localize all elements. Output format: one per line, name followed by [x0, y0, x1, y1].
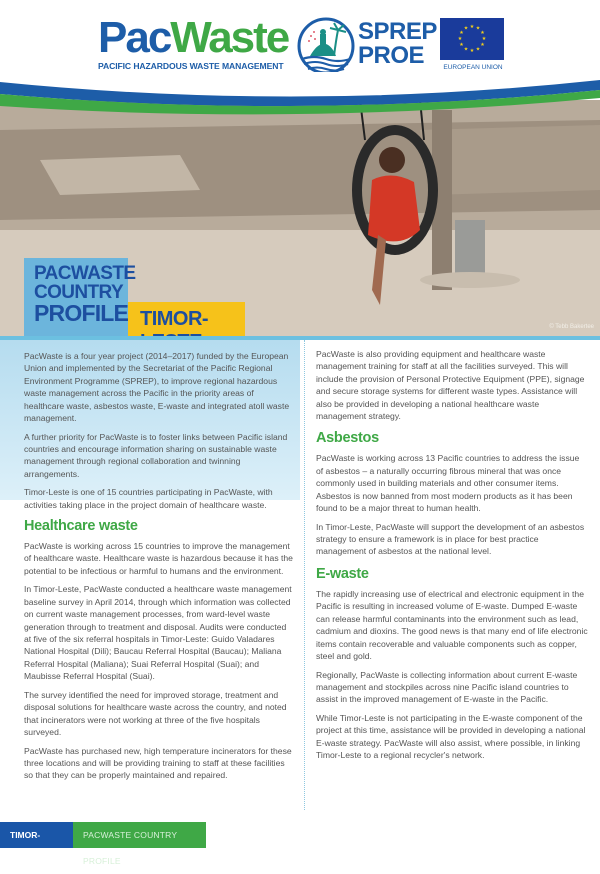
svg-text:★: ★ — [463, 25, 469, 32]
title-line-1: PACWASTE — [34, 263, 136, 284]
svg-text:★: ★ — [480, 30, 485, 36]
asbestos-heading: Asbestos — [316, 430, 379, 447]
healthcare-paragraph: In Timor-Leste, PacWaste conducted a healthcare waste management baseline survey in April 2014, through which information was collected on current waste management processes, from ward-level waste generation through to treatment and disposal. Audits were conducted at five of the six referral hospitals in Timor-Leste: Guido Valadares National Hospital (Dili); Baucau Referral Hospital (Baucau); Maliana Referral Hospital (Maliana); Suai Referral Hospital (Suai); and Maubisse Referral Hospital (Suai). — [24, 584, 292, 682]
intro-text — [24, 350, 292, 517]
intro-paragraph: A further priority for PacWaste is to foster links between Pacific island countries and encourage information sharing on sustainable waste management through regional collaboration and twinning arrangements. — [24, 431, 288, 479]
country-name: TIMOR- — [140, 308, 209, 330]
right-column — [316, 348, 588, 768]
svg-text:★: ★ — [469, 24, 475, 30]
healthcare-paragraph: PacWaste has purchased new, high temperature incinerators for these three locations and will be providing training to staff at these facilities so that they can be properly maintained and repaired. — [24, 745, 292, 781]
eu-logo — [440, 18, 506, 78]
ewaste-paragraph: Regionally, PacWaste is collecting information about current E-waste management and stockpiles across nine Pacific island countries to assist in the improved management of E-waste in the Pacific. — [316, 669, 578, 705]
title-line-2: COUNTRY — [34, 282, 124, 303]
photo-credit: © Tebb Bakertee — [549, 324, 594, 330]
logo-waste: Waste — [170, 13, 289, 62]
healthcare-paragraph: PacWaste is working across 15 countries to improve the management of healthcare waste. Healthcare waste is hazardous because it has the potential to be infectious or harmful to humans and the environment. — [24, 541, 293, 576]
header-swoosh-band — [0, 72, 600, 122]
country-name-box — [128, 302, 245, 336]
healthcare-paragraph: The survey identified the need for improved storage, treatment and disposal solutions for healthcare waste across the country, and noted that incinerators were not working at three of the five hospitals surveyed. — [24, 689, 287, 738]
title-line-3: PROFILE — [34, 300, 129, 326]
asbestos-paragraph: In Timor-Leste, PacWaste will support the development of an asbestos strategy to ensure a framework is in place for best practice management of asbestos at the national level. — [316, 521, 585, 557]
intro-paragraph: PacWaste is a four year project (2014–2017) funded by the European Union and implemented by the Secretariat of the Pacific Regional Environment Programme (SPREP), to improve regional hazardous waste management across the Pacific in the priority areas of healthcare waste, asbestos waste, E-waste and integrated atoll waste management. — [24, 351, 290, 424]
footer-label: PACWASTE COUNTRY PROFILE — [73, 822, 206, 848]
sprep-emblem-icon — [296, 16, 356, 76]
ewaste-heading: E-waste — [316, 565, 369, 582]
svg-text:★: ★ — [459, 42, 464, 48]
svg-text:★: ★ — [459, 30, 464, 36]
logo-tagline: PACIFIC HAZARDOUS WASTE MANAGEMENT — [98, 61, 284, 71]
healthcare-heading: Healthcare waste — [24, 518, 138, 534]
eu-flag-icon — [440, 18, 504, 60]
logo-pac: Pac — [98, 13, 171, 62]
sprep-label: SPREP — [358, 18, 437, 45]
svg-text:★: ★ — [475, 25, 481, 32]
svg-text:★: ★ — [457, 36, 463, 42]
sprep-logo — [296, 16, 436, 76]
svg-text:★: ★ — [480, 42, 485, 48]
healthcare-continued-paragraph: PacWaste is also providing equipment and healthcare waste management training for staff at all the facilities surveyed. This will include the provision of Personal Protective Equipment (PPE), signage and secure storage systems for different waste types. Assistance will also be provided in developing a national healthcare waste management strategy. — [316, 349, 585, 422]
pacwaste-logo — [98, 13, 289, 71]
ewaste-paragraph: The rapidly increasing use of electrical and electronic equipment in the Pacific is resulting in increased volume of E-waste. Dumped E-waste can release harmful contaminants into the environment such as lead, cadmium and dioxins. The good news is that many end of life electronic items contain recoverable and valuable components such as copper, steel and gold. — [316, 588, 588, 661]
country-profile-title-box — [24, 258, 136, 336]
intro-paragraph: Timor-Leste is one of 15 countries participating in PacWaste, with activities taking place in the project domain of healthcare waste. — [24, 487, 273, 510]
ewaste-paragraph: While Timor-Leste is not participating in the E-waste component of the project at this time, assistance will be provided in developing a national E-waste strategy. PacWaste will also assist, where possible, in linking Timor-Leste to a regional recycler's network. — [316, 712, 586, 761]
svg-text:★: ★ — [469, 48, 475, 54]
footer-country: TIMOR-LESTE — [0, 822, 73, 848]
healthcare-section — [24, 518, 294, 788]
proe-label: PROE — [358, 42, 425, 69]
svg-text:★: ★ — [475, 46, 481, 53]
svg-text:★: ★ — [481, 36, 487, 42]
svg-text:★: ★ — [463, 46, 469, 53]
column-divider — [304, 340, 305, 810]
page-footer — [0, 822, 206, 866]
eu-label: EUROPEAN UNION — [443, 64, 503, 71]
asbestos-paragraph: PacWaste is working across 13 Pacific countries to address the issue of asbestos – a naturally occurring fibrous mineral that was once commonly used in building materials and other consumer items. Asbestos is now banned from most modern products as it has been found to be a major threat to human health. — [316, 453, 580, 514]
